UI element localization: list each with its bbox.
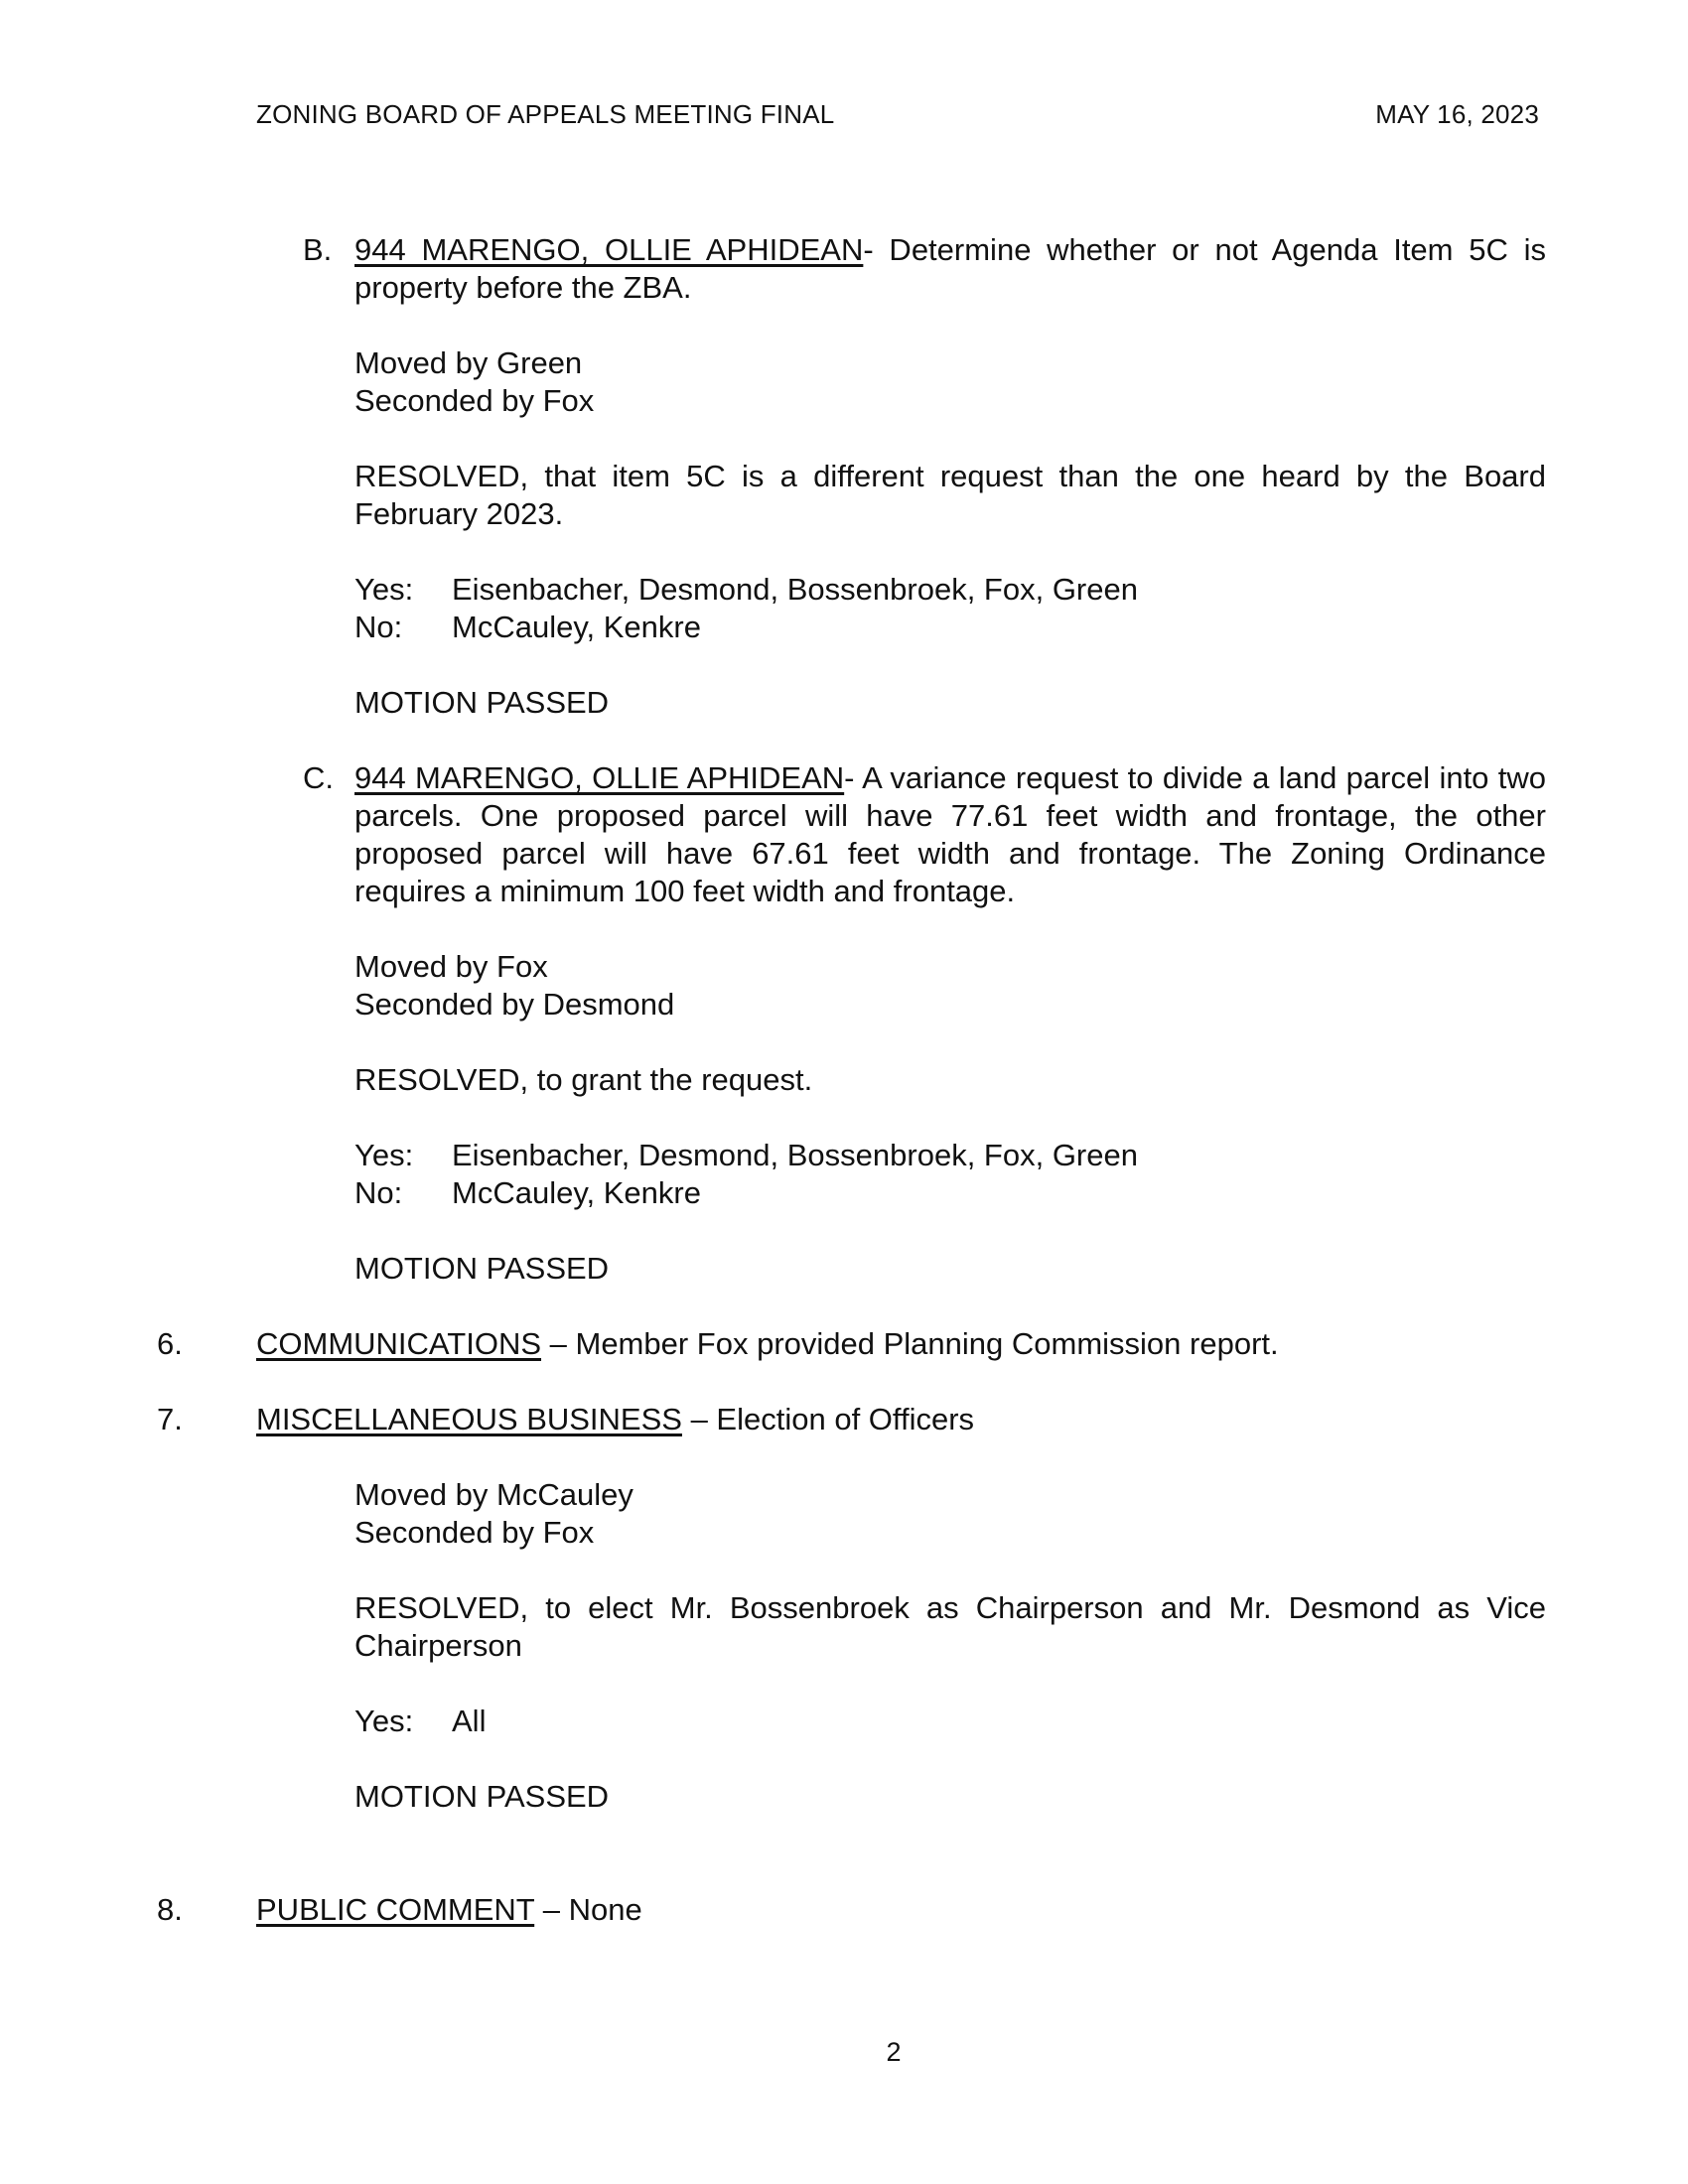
item-c-yes-names: Eisenbacher, Desmond, Bossenbroek, Fox, Green bbox=[452, 1138, 1138, 1172]
item-b-yes-names: Eisenbacher, Desmond, Bossenbroek, Fox, Green bbox=[452, 572, 1138, 607]
item-c-heading: 944 MARENGO, OLLIE APHIDEAN bbox=[354, 760, 845, 795]
section-8-line bbox=[256, 1891, 642, 1929]
item-c-text: - A variance request to divide a land parcel into two parcels. One proposed parcel will have 77.61 feet width and frontage, the other proposed parcel will have 67.61 feet width and frontage. The Zoning Ordinance requires a minimum 100 feet width and frontage. bbox=[354, 760, 1546, 908]
page-number: 2 bbox=[886, 2037, 902, 2067]
section-7-yes-label: Yes: bbox=[354, 1704, 414, 1738]
item-c-paragraph bbox=[354, 759, 1546, 910]
section-7-yes-names: All bbox=[452, 1704, 487, 1738]
header-title: ZONING BOARD OF APPEALS MEETING FINAL bbox=[256, 99, 835, 129]
item-c-no-label: No: bbox=[354, 1175, 403, 1210]
section-7-line bbox=[256, 1401, 974, 1438]
item-b-heading: 944 MARENGO, OLLIE APHIDEAN bbox=[354, 232, 864, 267]
header-date: MAY 16, 2023 bbox=[1375, 99, 1539, 129]
section-8-heading: PUBLIC COMMENT bbox=[256, 1892, 535, 1927]
item-b-result: MOTION PASSED bbox=[354, 685, 610, 720]
item-c-moved-by: Moved by Fox bbox=[354, 949, 548, 984]
item-c-resolved: RESOLVED, to grant the request. bbox=[354, 1062, 813, 1097]
section-6-line bbox=[256, 1325, 1279, 1363]
section-6-text: – Member Fox provided Planning Commission report. bbox=[541, 1326, 1279, 1361]
item-c-yes-label: Yes: bbox=[354, 1138, 414, 1172]
item-b-text: - Determine whether or not Agenda Item 5C is property before the ZBA. bbox=[354, 232, 1546, 305]
item-c-result: MOTION PASSED bbox=[354, 1251, 610, 1286]
section-8-number: 8. bbox=[157, 1892, 183, 1927]
section-7-result: MOTION PASSED bbox=[354, 1779, 610, 1814]
item-b-yes-label: Yes: bbox=[354, 572, 414, 607]
section-7-heading: MISCELLANEOUS BUSINESS bbox=[256, 1402, 682, 1436]
section-6-number: 6. bbox=[157, 1326, 183, 1361]
item-c-letter: C. bbox=[303, 760, 334, 795]
section-7-moved-by: Moved by McCauley bbox=[354, 1477, 633, 1512]
section-8-text: – None bbox=[534, 1892, 642, 1927]
item-b-paragraph bbox=[354, 231, 1546, 307]
item-b-resolved: RESOLVED, that item 5C is a different request than the one heard by the Board February 2023. bbox=[354, 459, 1546, 531]
section-7-resolved: RESOLVED, to elect Mr. Bossenbroek as Chairperson and Mr. Desmond as Vice Chairperson bbox=[354, 1590, 1546, 1663]
section-7-text: – Election of Officers bbox=[681, 1402, 975, 1436]
item-c-seconded-by: Seconded by Desmond bbox=[354, 987, 675, 1022]
item-b-seconded-by: Seconded by Fox bbox=[354, 383, 595, 418]
item-b-moved-by: Moved by Green bbox=[354, 345, 583, 380]
section-7-number: 7. bbox=[157, 1402, 183, 1436]
item-b-letter: B. bbox=[303, 232, 333, 267]
item-b-no-names: McCauley, Kenkre bbox=[452, 610, 701, 644]
item-b-no-label: No: bbox=[354, 610, 403, 644]
section-6-heading: COMMUNICATIONS bbox=[256, 1326, 542, 1361]
section-7-seconded-by: Seconded by Fox bbox=[354, 1515, 595, 1550]
item-c-no-names: McCauley, Kenkre bbox=[452, 1175, 701, 1210]
